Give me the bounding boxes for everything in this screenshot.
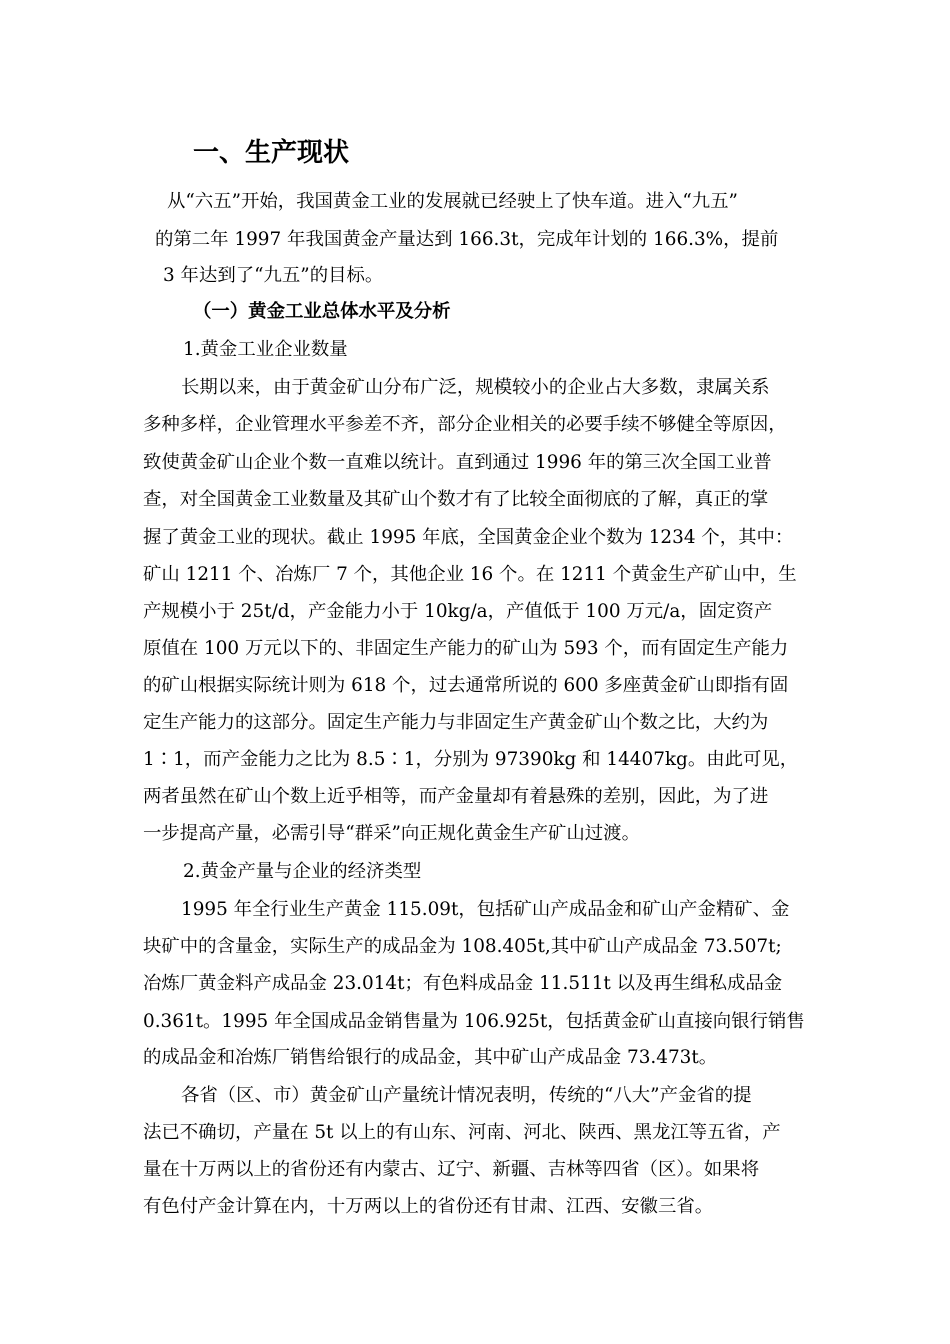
paragraph-line: 查，对全国黄金工业数量及其矿山个数才有了比较全面彻底的了解，真正的掌 bbox=[143, 489, 769, 510]
intro-line: 3 年达到了“九五”的目标。 bbox=[163, 265, 384, 286]
paragraph-line: 的成品金和冶炼厂销售给银行的成品金，其中矿山产成品金 73.473t。 bbox=[143, 1047, 718, 1068]
paragraph-line: 0.361t。1995 年全国成品金销售量为 106.925t，包括黄金矿山直接向银行销售 bbox=[143, 1011, 805, 1032]
intro-line: 的第二年 1997 年我国黄金产量达到 166.3t，完成年计划的 166.3%，提前 bbox=[155, 229, 779, 250]
paragraph-line: 一步提高产量，必需引导“群采”向正规化黄金生产矿山过渡。 bbox=[143, 823, 640, 844]
paragraph-line: 定生产能力的这部分。固定生产能力与非固定生产黄金矿山个数之比，大约为 bbox=[143, 712, 769, 733]
paragraph-line: 块矿中的含量金，实际生产的成品金为 108.405t,其中矿山产成品金 73.507t; bbox=[143, 936, 782, 957]
paragraph-line: 多种多样，企业管理水平参差不齐，部分企业相关的必要手续不够健全等原因， bbox=[143, 414, 787, 435]
paragraph-line: 致使黄金矿山企业个数一直难以统计。直到通过 1996 年的第三次全国工业普 bbox=[143, 452, 772, 473]
paragraph-line: 量在十万两以上的省份还有内蒙古、辽宁、新疆、吉林等四省（区）。如果将 bbox=[143, 1159, 760, 1180]
paragraph-line: 的矿山根据实际统计则为 618 个，过去通常所说的 600 多座黄金矿山即指有固 bbox=[143, 675, 789, 696]
paragraph-line: 握了黄金工业的现状。截止 1995 年底，全国黄金企业个数为 1234 个，其中： bbox=[143, 527, 794, 548]
paragraph-line: 1995 年全行业生产黄金 115.09t，包括矿山产成品金和矿山产金精矿、金 bbox=[181, 899, 790, 920]
paragraph-line: 冶炼厂黄金料产成品金 23.014t；有色料成品金 11.511t 以及再生缉私成品金 bbox=[143, 973, 783, 994]
heading-title: 一、生产现状 bbox=[193, 138, 350, 168]
paragraph-line: 产规模小于 25t/d，产金能力小于 10kg/a，产值低于 100 万元/a，固定资产 bbox=[143, 601, 773, 622]
paragraph-line: 1∶1，而产金能力之比为 8.5∶1，分别为 97390kg 和 14407kg。由此可见， bbox=[143, 749, 799, 770]
intro-line: 从“六五”开始，我国黄金工业的发展就已经驶上了快车道。进入“九五” bbox=[167, 191, 738, 212]
subsection-heading: 2.黄金产量与企业的经济类型 bbox=[183, 861, 422, 882]
paragraph-line: 法已不确切，产量在 5t 以上的有山东、河南、河北、陕西、黑龙江等五省，产 bbox=[143, 1122, 781, 1143]
paragraph-line: 各省（区、市）黄金矿山产量统计情况表明，传统的“八大”产金省的提 bbox=[181, 1085, 752, 1106]
paragraph-line: 原值在 100 万元以下的、非固定生产能力的矿山为 593 个，而有固定生产能力 bbox=[143, 638, 789, 659]
paragraph-line: 有色付产金计算在内，十万两以上的省份还有甘肃、江西、安徽三省。 bbox=[143, 1196, 714, 1217]
paragraph-line: 两者虽然在矿山个数上近乎相等，而产金量却有着悬殊的差别，因此，为了进 bbox=[143, 786, 769, 807]
subsection-heading: 1.黄金工业企业数量 bbox=[183, 339, 348, 360]
paragraph-line: 矿山 1211 个、冶炼厂 7 个，其他企业 16 个。在 1211 个黄金生产矿山中，生 bbox=[143, 564, 797, 585]
paragraph-line: 长期以来，由于黄金矿山分布广泛，规模较小的企业占大多数，隶属关系 bbox=[181, 377, 770, 398]
section-heading: （一）黄金工业总体水平及分析 bbox=[193, 301, 451, 322]
